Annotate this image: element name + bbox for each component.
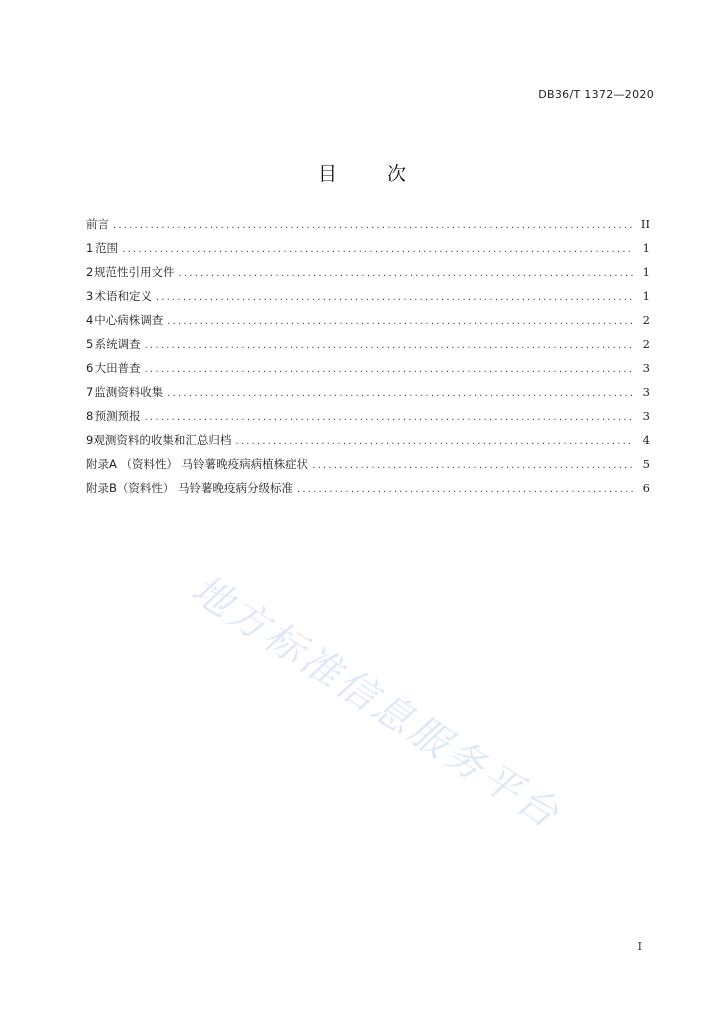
toc-dot-leader [156,292,634,303]
toc-item-number: 4 [86,313,94,327]
toc-item-number: 3 [86,289,94,303]
toc-item-appendix-a[interactable] [86,456,650,480]
toc-item-label: 附录B（资料性） 马铃薯晚疫病分级标准 [86,481,294,495]
toc-dot-leader [122,244,634,255]
toc-item-label: 预测预报 [94,409,141,423]
toc-item-number: 2 [86,265,94,279]
page-number: I [637,940,642,953]
toc-item-label: 术语和定义 [94,289,152,303]
toc-item-field-census[interactable] [86,360,650,384]
toc-item-page: 6 [642,481,650,495]
toc-item-number: 8 [86,409,94,423]
toc-item-monitoring-data[interactable] [86,384,650,408]
watermark-text: 地方标准信息服务平台 [183,566,569,839]
toc-item-page: 1 [642,289,650,303]
toc-item-page: 2 [642,313,650,327]
toc-item-terms-definitions[interactable] [86,288,650,312]
toc-dot-leader [312,460,634,471]
toc-item-data-archiving[interactable] [86,432,650,456]
toc-item-label: 前言 [86,217,109,231]
toc-item-number: 5 [86,337,94,351]
toc-item-label: 中心病株调查 [94,313,164,327]
toc-item-page: 1 [642,265,650,279]
toc-item-foreword[interactable] [86,216,650,240]
toc-dot-leader [179,268,634,279]
toc-item-page: 3 [642,385,650,399]
toc-item-page: 1 [642,241,650,255]
toc-item-page: 5 [642,457,650,471]
toc-dot-leader [235,436,634,447]
toc-item-center-plant-survey[interactable] [86,312,650,336]
toc-item-label: 大田普查 [94,361,141,375]
document-code: DB36/T 1372—2020 [538,88,654,101]
toc-dot-leader [145,412,634,423]
page-title: 目 次 [317,163,429,185]
toc-item-label: 监测资料收集 [94,385,164,399]
toc-item-forecast[interactable] [86,408,650,432]
toc-item-page: 3 [642,361,650,375]
toc-item-label: 系统调查 [94,337,141,351]
toc-item-number: 6 [86,361,94,375]
toc-item-appendix-b[interactable] [86,480,650,504]
toc-item-label: 附录A （资料性） 马铃薯晚疫病病植株症状 [86,457,309,471]
toc-item-number: 1 [86,241,94,255]
toc-item-page: 3 [642,409,650,423]
toc-item-page: 2 [642,337,650,351]
toc-dot-leader [145,340,634,351]
toc-item-label: 观测资料的收集和汇总归档 [93,433,232,447]
toc-dot-leader [113,220,634,231]
toc-item-page: 4 [642,433,650,447]
toc-item-normative-references[interactable] [86,264,650,288]
toc-item-number: 9 [86,433,94,447]
toc-item-number: 7 [86,385,94,399]
toc-dot-leader [167,316,634,327]
toc-item-label: 范围 [95,241,119,255]
toc-item-scope[interactable] [86,240,650,264]
toc-dot-leader [145,364,634,375]
table-of-contents [86,216,650,504]
toc-item-system-survey[interactable] [86,336,650,360]
toc-item-label: 规范性引用文件 [94,265,175,279]
toc-dot-leader [167,388,634,399]
toc-dot-leader [297,484,634,495]
toc-item-page: II [640,217,650,231]
